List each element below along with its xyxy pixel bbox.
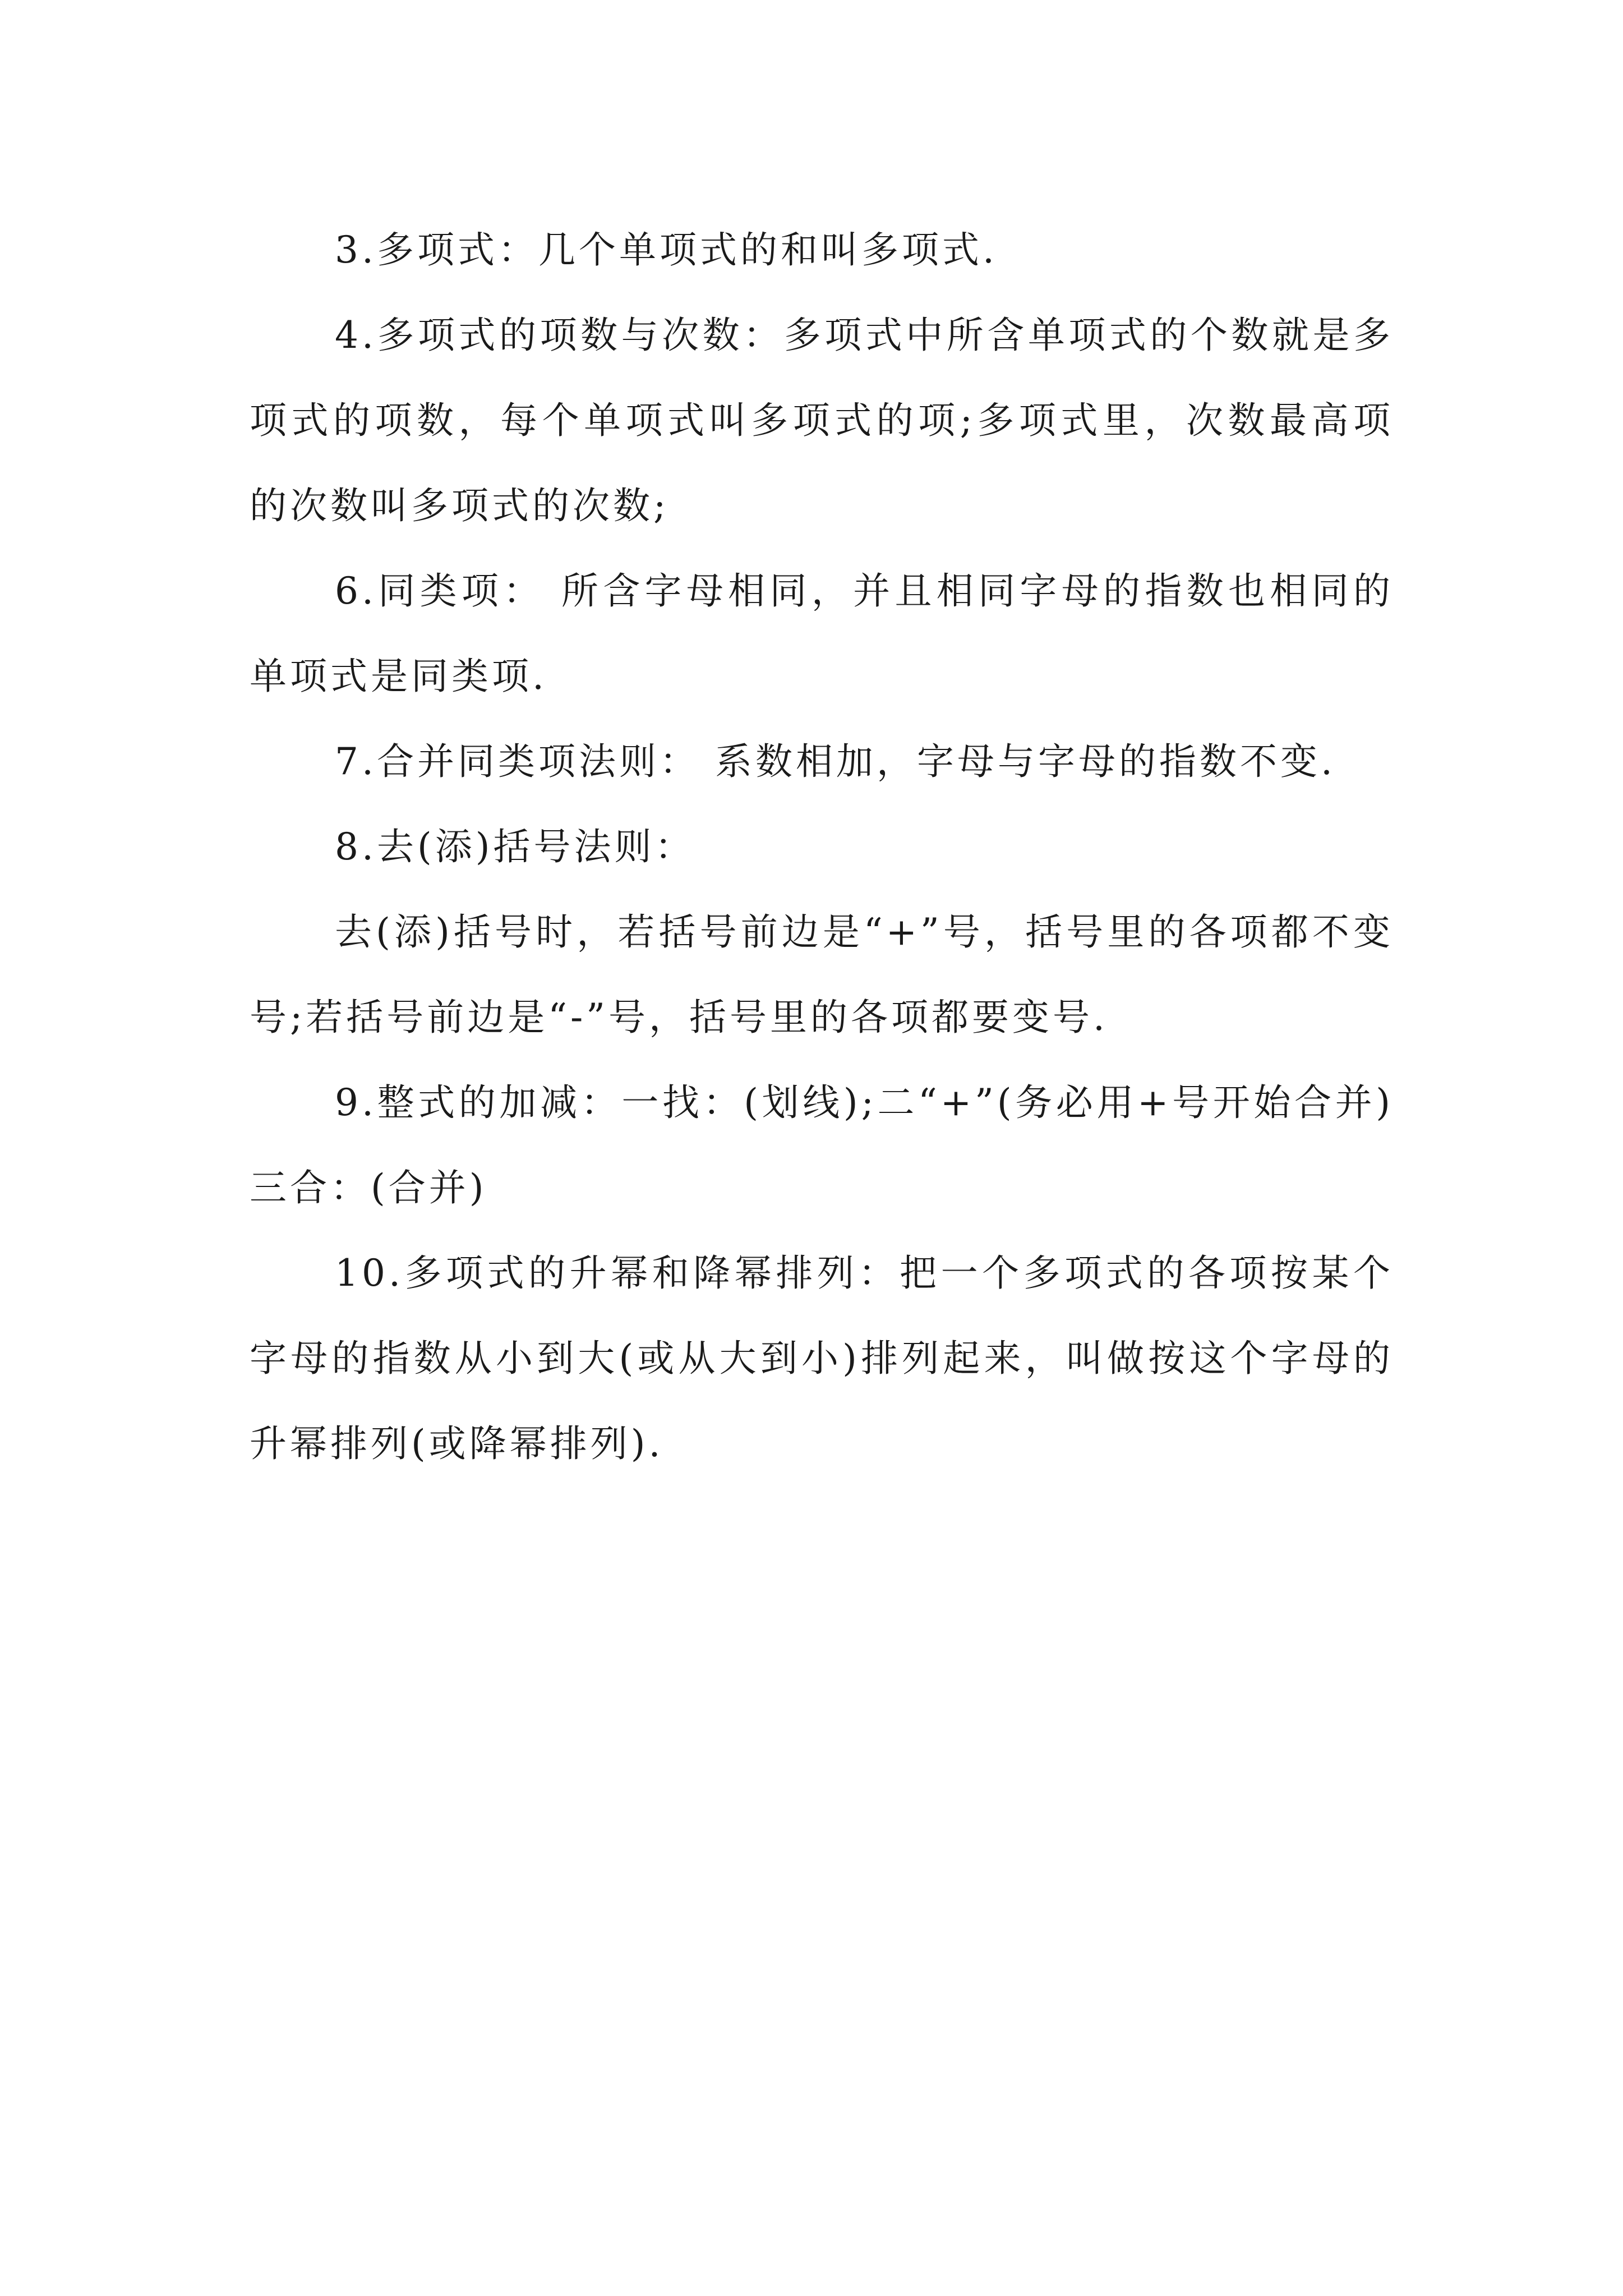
document-body bbox=[250, 208, 1394, 1487]
paragraph-polynomial-definition: 3.多项式：几个单项式的和叫多项式. bbox=[335, 228, 998, 272]
paragraph-bracket-rule-heading: 8.去(添)括号法则： bbox=[335, 825, 695, 868]
paragraph-bracket-rule-body: 去(添)括号时，若括号前边是“+”号，括号里的各项都不变号;若括号前边是“-”号，括号里的各项都要变号. bbox=[250, 910, 1394, 1039]
paragraph-polynomial-terms-degree: 4.多项式的项数与次数：多项式中所含单项式的个数就是多项式的项数，每个单项式叫多项式的项;多项式里，次数最高项的次数叫多项式的次数; bbox=[250, 314, 1394, 527]
paragraph-ascending-descending-order: 10.多项式的升幂和降幂排列：把一个多项式的各项按某个字母的指数从小到大(或从大到小)排列起来，叫做按这个字母的升幂排列(或降幂排列). bbox=[250, 1251, 1394, 1465]
paragraph-combine-like-terms-rule: 7.合并同类项法则： 系数相加，字母与字母的指数不变. bbox=[335, 740, 1336, 783]
paragraph-like-terms: 6.同类项： 所含字母相同，并且相同字母的指数也相同的单项式是同类项. bbox=[250, 569, 1394, 698]
paragraph-addition-subtraction: 9.整式的加减：一找：(划线);二“+”(务必用+号开始合并)三合：(合并) bbox=[250, 1081, 1394, 1209]
